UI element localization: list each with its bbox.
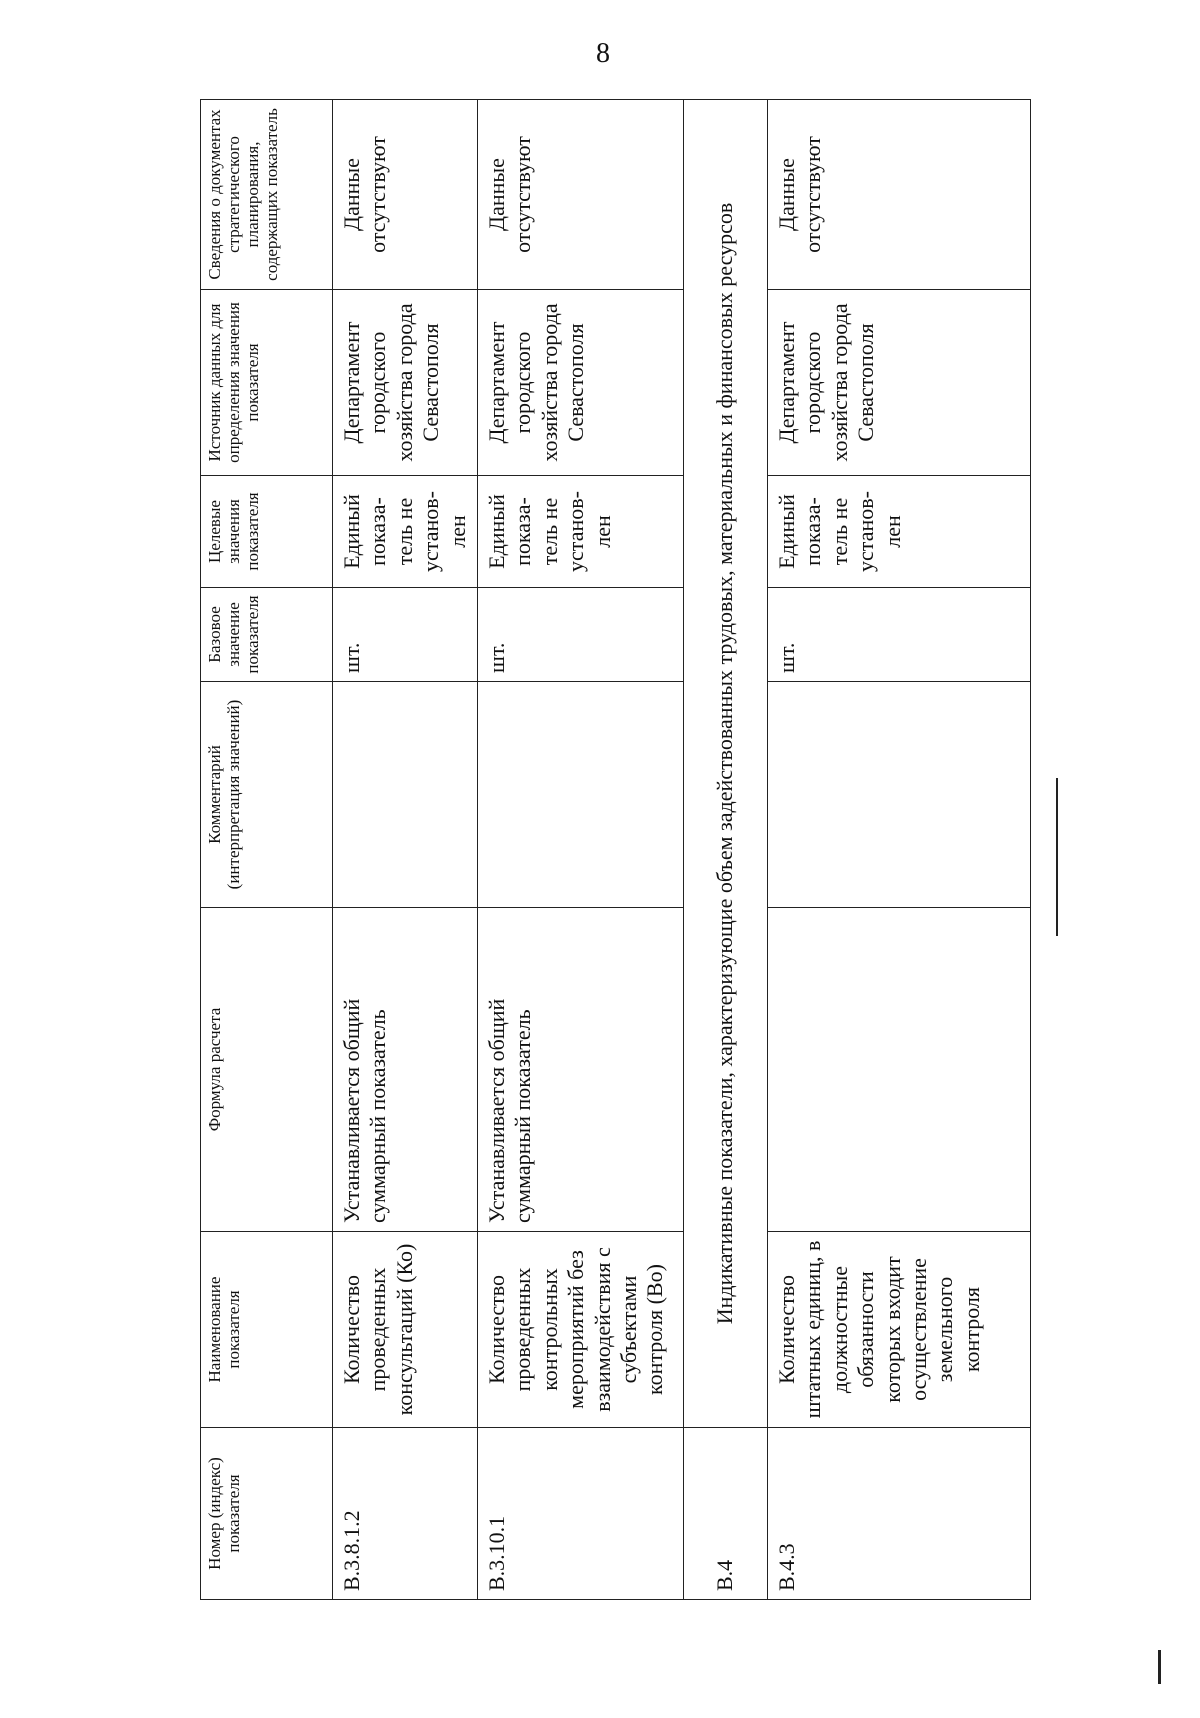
header-row — [201, 100, 333, 1600]
row-source: Департамент городского хозяйства города Севастополя — [767, 290, 1030, 476]
header-cell-base: Базовое значение показателя — [201, 588, 333, 682]
end-separator-line — [1056, 778, 1058, 936]
row-name: Количество проведенных контрольных мероприятий без взаимодействия с субъектами контроля (Во) — [477, 1232, 683, 1428]
row-base: шт. — [477, 588, 683, 682]
row-docs: Данные отсутствуют — [333, 100, 478, 290]
section-title: Индикативные показатели, характеризующие объем задействованных трудовых, материальных и финансовых ресурсов — [683, 100, 767, 1428]
header-cell-formula: Формула расчета — [201, 908, 333, 1232]
section-index: В.4 — [683, 1428, 767, 1600]
row-index: В.3.8.1.2 — [333, 1428, 478, 1600]
row-comment — [477, 682, 683, 908]
row-comment — [767, 682, 1030, 908]
table-row — [477, 100, 683, 1600]
row-formula — [767, 908, 1030, 1232]
row-index: В.3.10.1 — [477, 1428, 683, 1600]
row-docs: Данные отсутствуют — [767, 100, 1030, 290]
indicators-table — [200, 99, 1031, 1600]
row-formula: Устанавливается общий суммарный показатель — [477, 908, 683, 1232]
table-row — [333, 100, 478, 1600]
rotated-table-container — [200, 100, 1015, 1600]
row-target: Единый показа-тель не установ-лен — [767, 476, 1030, 588]
row-base: шт. — [333, 588, 478, 682]
row-base: шт. — [767, 588, 1030, 682]
header-cell-name: Наименование показателя — [201, 1232, 333, 1428]
row-name: Количество штатных единиц, в должностные обязанности которых входит осуществление земельного контроля — [767, 1232, 1030, 1428]
row-comment — [333, 682, 478, 908]
row-index: В.4.3 — [767, 1428, 1030, 1600]
row-docs: Данные отсутствуют — [477, 100, 683, 290]
row-formula: Устанавливается общий суммарный показатель — [333, 908, 478, 1232]
section-row — [683, 100, 767, 1600]
header-cell-source: Источник данных для определения значения показателя — [201, 290, 333, 476]
corner-mark — [1158, 1650, 1161, 1684]
header-cell-index: Номер (индекс) показателя — [201, 1428, 333, 1600]
header-cell-target: Целевые значения показателя — [201, 476, 333, 588]
row-name: Количество проведенных консультаций (Ко) — [333, 1232, 478, 1428]
page-number: 8 — [596, 38, 610, 69]
row-source: Департамент городского хозяйства города Севастополя — [333, 290, 478, 476]
table-row — [767, 100, 1030, 1600]
row-source: Департамент городского хозяйства города Севастополя — [477, 290, 683, 476]
header-cell-docs: Сведения о документах стратегического планирования, содержащих показатель — [201, 100, 333, 290]
row-target: Единый показа-тель не установ-лен — [477, 476, 683, 588]
row-target: Единый показа-тель не установ-лен — [333, 476, 478, 588]
header-cell-comment: Комментарий (интерпретация значений) — [201, 682, 333, 908]
